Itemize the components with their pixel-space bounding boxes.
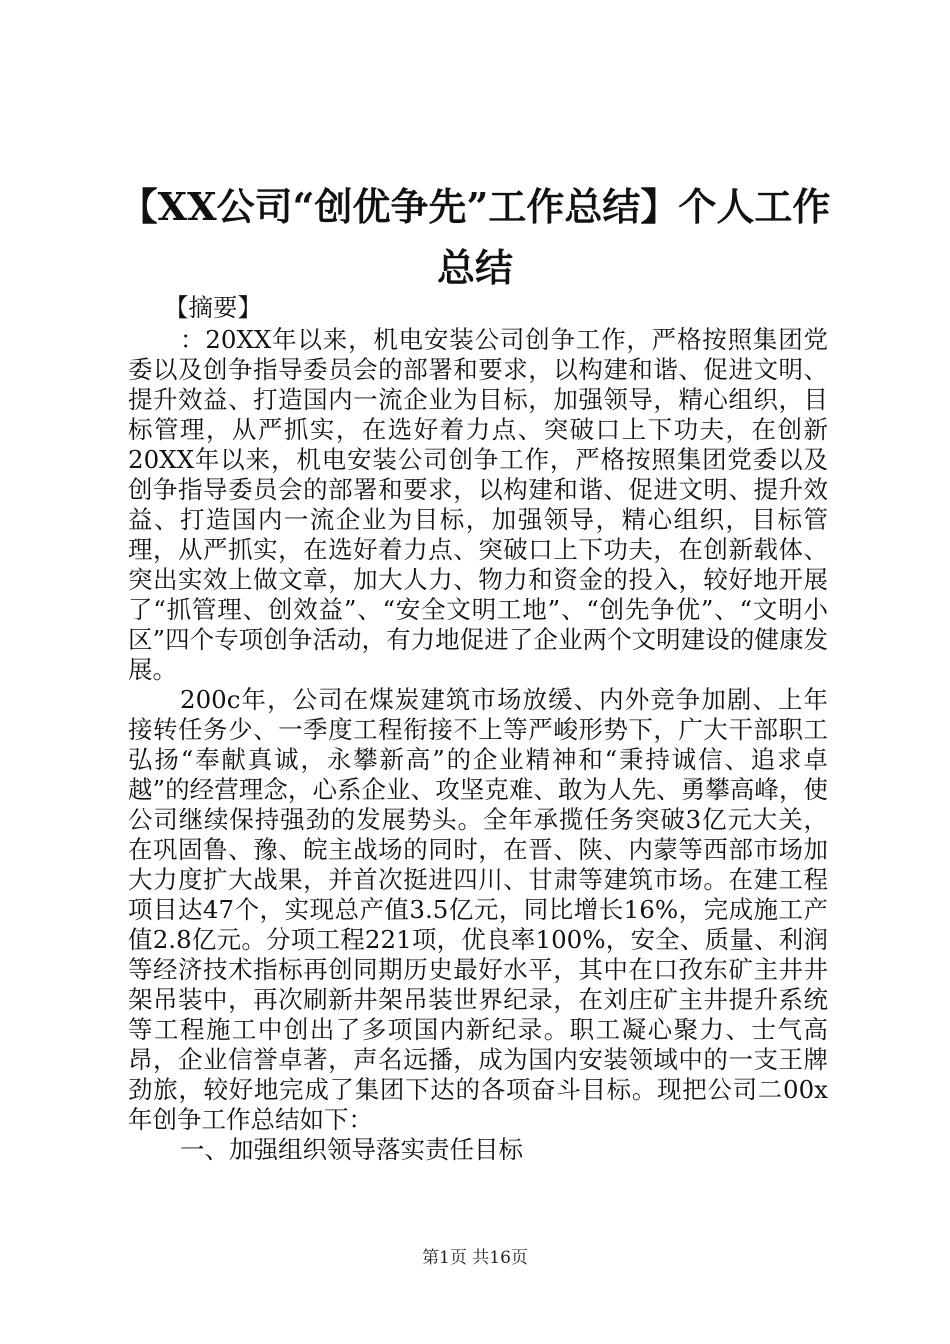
- paragraph-abstract: ：20XX年以来，机电安装公司创争工作，严格按照集团党委以及创争指导委员会的部署和要求，以构建和谐、促进文明、提升效益、打造国内一流企业为目标，加强领导，精心组织，目标管理，从严抓实，在选好着力点、突破口上下功夫，在创新20XX年以来，机电安装公司创争工作，严格按照集团党委以及创争指导委员会的部署和要求，以构建和谐、促进文明、提升效益、打造国内一流企业为目标，加强领导，精心组织，目标管理，从严抓实，在选好着力点、突破口上下功夫，在创新载体、突出实效上做文章，加大人力、物力和资金的投入，较好地开展了“抓管理、创效益”、“安全文明工地”、“创先争优”、“文明小区”四个专项创争活动，有力地促进了企业两个文明建设的健康发展。: [128, 325, 828, 684]
- section-heading-1: 一、加强组织领导落实责任目标: [180, 1135, 523, 1164]
- paragraph-year-summary: 200c年，公司在煤炭建筑市场放缓、内外竞争加剧、上年接转任务少、一季度工程衔接不上等严峻形势下，广大干部职工弘扬“奉献真诚，永攀新高”的企业精神和“秉持诚信、追求卓越”的经营理念，心系企业、攻坚克难、敢为人先、勇攀高峰，使公司继续保持强劲的发展势头。全年承揽任务突破3亿元大关，在巩固鲁、豫、皖主战场的同时，在晋、陕、内蒙等西部市场加大力度扩大战果，并首次挺进四川、甘肃等建筑市场。在建工程项目达47个，实现总产值3.5亿元，同比增长16%，完成施工产值2.8亿元。分项工程221项，优良率100%，安全、质量、利润等经济技术指标再创同期历史最好水平，其中在口孜东矿主井井架吊装中，再次刷新井架吊装世界纪录，在刘庄矿主井提升系统等工程施工中创出了多项国内新纪录。职工凝心聚力、士气高昂，企业信誉卓著，声名远播，成为国内安装领域中的一支王牌劲旅，较好地完成了集团下达的各项奋斗目标。现把公司二00x年创争工作总结如下：: [128, 685, 828, 1134]
- abstract-label: 【摘要】: [164, 293, 262, 322]
- document-body: [128, 293, 828, 1165]
- page-footer: 第1页 共16页: [422, 1248, 528, 1268]
- document-title-line-1: 【XX公司“创优争先”工作总结】个人工作: [119, 184, 831, 229]
- document-title-line-2: 总结: [436, 245, 513, 290]
